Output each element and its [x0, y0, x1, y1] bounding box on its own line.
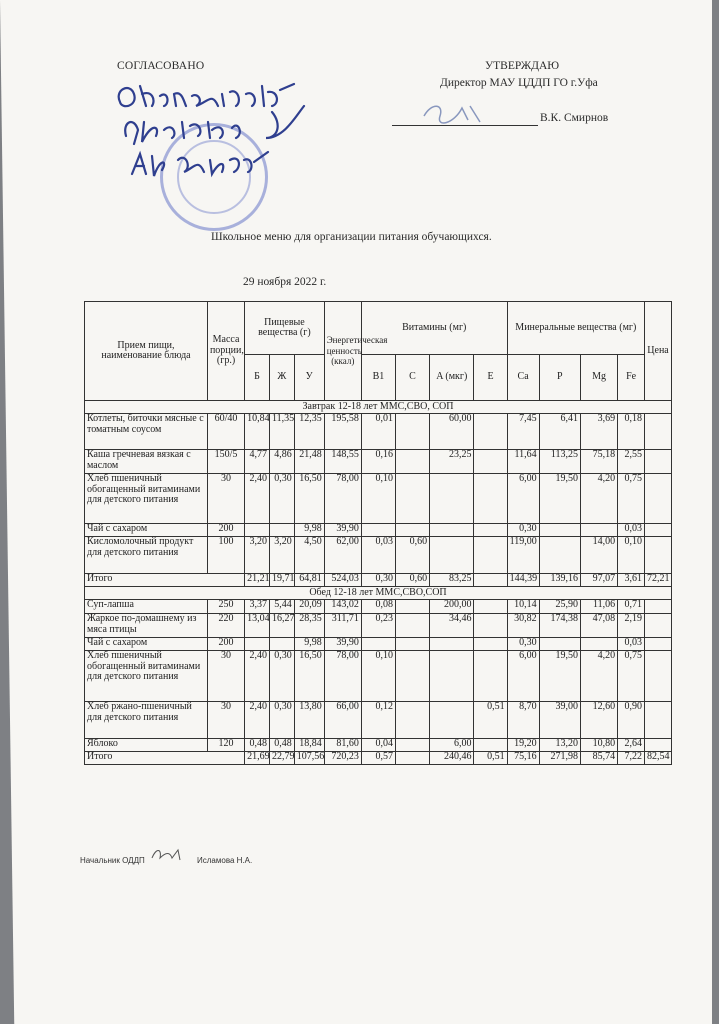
cell-u: 12,35: [294, 414, 324, 450]
cell-e: [474, 638, 507, 651]
cell-price: [645, 524, 672, 537]
dish-name: Хлеб ржано-пшеничный для детского питания: [85, 702, 208, 739]
cell-p: [539, 537, 580, 574]
cell-kcal: 78,00: [324, 474, 361, 524]
total-mg: 97,07: [580, 574, 617, 587]
cell-fe: 0,03: [618, 524, 645, 537]
cell-b: 3,37: [245, 600, 270, 614]
cell-price: [645, 614, 672, 638]
total-b1: 0,30: [361, 574, 395, 587]
cell-price: [645, 638, 672, 651]
cell-fe: 0,75: [618, 474, 645, 524]
total-ca: 144,39: [507, 574, 539, 587]
cell-a: 34,46: [430, 614, 474, 638]
cell-p: 39,00: [539, 702, 580, 739]
cell-mass: 60/40: [207, 414, 244, 450]
cell-e: [474, 614, 507, 638]
cell-a: 6,00: [430, 739, 474, 752]
cell-b: [245, 524, 270, 537]
cell-a: 200,00: [430, 600, 474, 614]
total-label: Итого: [85, 752, 245, 765]
total-e: [474, 574, 507, 587]
section-title: Обед 12-18 лет ММС,СВО,СОП: [85, 587, 672, 600]
section-row: [85, 401, 672, 414]
header-u: У: [294, 355, 324, 401]
cell-c: [395, 739, 429, 752]
cell-mg: 4,20: [580, 474, 617, 524]
table-row: [85, 450, 672, 474]
cell-fe: 2,55: [618, 450, 645, 474]
cell-zh: 11,35: [269, 414, 294, 450]
total-u: 64,81: [294, 574, 324, 587]
dish-name: Суп-лапша: [85, 600, 208, 614]
cell-b: 4,77: [245, 450, 270, 474]
cell-a: [430, 474, 474, 524]
table-row: [85, 651, 672, 702]
total-price: 72,21: [645, 574, 672, 587]
director-title: Директор МАУ ЦДДП ГО г.Уфа: [440, 77, 598, 89]
cell-mass: 250: [207, 600, 244, 614]
document-title: Школьное меню для организации питания обучающихся.: [211, 231, 492, 243]
cell-mass: 200: [207, 638, 244, 651]
cell-zh: [269, 524, 294, 537]
total-label: Итого: [85, 574, 245, 587]
cell-kcal: 78,00: [324, 651, 361, 702]
header-nutrients: Пищевые вещества (г): [245, 302, 325, 355]
cell-mg: 75,18: [580, 450, 617, 474]
cell-zh: 0,30: [269, 474, 294, 524]
cell-p: 113,25: [539, 450, 580, 474]
cell-zh: 4,86: [269, 450, 294, 474]
header-a: A (мкг): [430, 355, 474, 401]
cell-c: 0,60: [395, 537, 429, 574]
cell-c: [395, 600, 429, 614]
cell-b: 2,40: [245, 651, 270, 702]
header-p: P: [539, 355, 580, 401]
cell-ca: 10,14: [507, 600, 539, 614]
cell-b: 3,20: [245, 537, 270, 574]
table-body: [85, 401, 672, 765]
table-row: [85, 524, 672, 537]
cell-fe: 0,90: [618, 702, 645, 739]
cell-mg: 12,60: [580, 702, 617, 739]
cell-b1: 0,01: [361, 414, 395, 450]
cell-c: [395, 450, 429, 474]
total-kcal: 524,03: [324, 574, 361, 587]
dish-name: Жаркое по-домашнему из мяса птицы: [85, 614, 208, 638]
cell-p: 19,50: [539, 651, 580, 702]
approve-heading: УТВЕРЖДАЮ: [485, 60, 560, 72]
cell-price: [645, 474, 672, 524]
cell-price: [645, 450, 672, 474]
handwritten-approval: [112, 72, 322, 192]
total-zh: 22,79: [269, 752, 294, 765]
cell-zh: 0,48: [269, 739, 294, 752]
dish-name: Яблоко: [85, 739, 208, 752]
cell-fe: 0,18: [618, 414, 645, 450]
cell-u: 20,09: [294, 600, 324, 614]
table-row: [85, 739, 672, 752]
cell-mass: 220: [207, 614, 244, 638]
header-energy: Энергетическая ценность (ккал): [324, 302, 361, 401]
cell-b: 10,84: [245, 414, 270, 450]
total-b: 21,21: [245, 574, 270, 587]
cell-kcal: 195,58: [324, 414, 361, 450]
cell-c: [395, 474, 429, 524]
cell-a: 60,00: [430, 414, 474, 450]
table-row: [85, 638, 672, 651]
cell-zh: 0,30: [269, 702, 294, 739]
cell-u: 9,98: [294, 638, 324, 651]
cell-zh: 16,27: [269, 614, 294, 638]
total-a: 83,25: [430, 574, 474, 587]
cell-e: [474, 450, 507, 474]
cell-mg: 4,20: [580, 651, 617, 702]
table-row: [85, 702, 672, 739]
cell-b: 2,40: [245, 702, 270, 739]
header-ca: Ca: [507, 355, 539, 401]
cell-kcal: 311,71: [324, 614, 361, 638]
total-b: 21,69: [245, 752, 270, 765]
total-mg: 85,74: [580, 752, 617, 765]
cell-kcal: 143,02: [324, 600, 361, 614]
table-row: [85, 414, 672, 450]
header-zh: Ж: [269, 355, 294, 401]
cell-kcal: 39,90: [324, 524, 361, 537]
cell-mg: 11,06: [580, 600, 617, 614]
cell-b: 13,04: [245, 614, 270, 638]
cell-e: [474, 651, 507, 702]
cell-c: [395, 524, 429, 537]
footer-signature: [148, 846, 188, 864]
cell-mass: 30: [207, 702, 244, 739]
cell-zh: 3,20: [269, 537, 294, 574]
cell-mass: 200: [207, 524, 244, 537]
total-zh: 19,71: [269, 574, 294, 587]
cell-ca: 8,70: [507, 702, 539, 739]
dish-name: Котлеты, биточки мясные с томатным соусом: [85, 414, 208, 450]
cell-u: 16,50: [294, 651, 324, 702]
cell-mass: 30: [207, 651, 244, 702]
director-signature: [418, 98, 488, 128]
total-ca: 75,16: [507, 752, 539, 765]
table-row: [85, 474, 672, 524]
cell-e: [474, 474, 507, 524]
cell-mg: 10,80: [580, 739, 617, 752]
cell-b1: 0,23: [361, 614, 395, 638]
table-row: [85, 537, 672, 574]
cell-a: [430, 651, 474, 702]
total-kcal: 720,23: [324, 752, 361, 765]
dish-name: Хлеб пшеничный обогащенный витаминами для детского питания: [85, 474, 208, 524]
cell-price: [645, 600, 672, 614]
cell-u: 13,80: [294, 702, 324, 739]
cell-mg: [580, 638, 617, 651]
cell-b1: [361, 638, 395, 651]
cell-u: 28,35: [294, 614, 324, 638]
cell-mg: 47,08: [580, 614, 617, 638]
cell-a: 23,25: [430, 450, 474, 474]
total-row: [85, 752, 672, 765]
footer-name: Исламова Н.А.: [197, 856, 253, 865]
cell-c: [395, 614, 429, 638]
cell-p: 19,50: [539, 474, 580, 524]
cell-a: [430, 537, 474, 574]
total-c: [395, 752, 429, 765]
header-b1: B1: [361, 355, 395, 401]
total-e: 0,51: [474, 752, 507, 765]
header-mg: Mg: [580, 355, 617, 401]
cell-kcal: 66,00: [324, 702, 361, 739]
cell-e: [474, 739, 507, 752]
footer-role: Начальник ОДДП: [80, 856, 145, 865]
cell-p: 174,38: [539, 614, 580, 638]
cell-ca: 0,30: [507, 638, 539, 651]
cell-p: [539, 638, 580, 651]
cell-b1: 0,12: [361, 702, 395, 739]
director-name: В.К. Смирнов: [540, 112, 609, 124]
cell-kcal: 148,55: [324, 450, 361, 474]
section-row: [85, 587, 672, 600]
total-u: 107,56: [294, 752, 324, 765]
cell-b: [245, 638, 270, 651]
cell-e: 0,51: [474, 702, 507, 739]
header-price: Цена: [645, 302, 672, 401]
cell-ca: 7,45: [507, 414, 539, 450]
cell-ca: 11,64: [507, 450, 539, 474]
cell-b1: 0,10: [361, 651, 395, 702]
cell-fe: 0,71: [618, 600, 645, 614]
cell-a: [430, 638, 474, 651]
cell-e: [474, 524, 507, 537]
total-p: 139,16: [539, 574, 580, 587]
cell-b: 2,40: [245, 474, 270, 524]
cell-c: [395, 414, 429, 450]
dish-name: Чай с сахаром: [85, 638, 208, 651]
total-b1: 0,57: [361, 752, 395, 765]
cell-mass: 120: [207, 739, 244, 752]
table-row: [85, 600, 672, 614]
dish-name: Хлеб пшеничный обогащенный витаминами для детского питания: [85, 651, 208, 702]
table-header: [85, 302, 672, 401]
document-date: 29 ноября 2022 г.: [243, 276, 327, 288]
cell-fe: 0,03: [618, 638, 645, 651]
cell-u: 4,50: [294, 537, 324, 574]
cell-b1: 0,03: [361, 537, 395, 574]
cell-mass: 30: [207, 474, 244, 524]
header-mass: Масса порции, (гр.): [207, 302, 244, 401]
cell-b1: 0,16: [361, 450, 395, 474]
header-meal: Прием пищи, наименование блюда: [85, 302, 208, 401]
total-fe: 7,22: [618, 752, 645, 765]
cell-b: 0,48: [245, 739, 270, 752]
cell-u: 21,48: [294, 450, 324, 474]
dish-name: Чай с сахаром: [85, 524, 208, 537]
cell-price: [645, 702, 672, 739]
cell-a: [430, 702, 474, 739]
dish-name: Кисломолочный продукт для детского питания: [85, 537, 208, 574]
section-title: Завтрак 12-18 лет ММС,СВО, СОП: [85, 401, 672, 414]
cell-ca: 6,00: [507, 651, 539, 702]
cell-e: [474, 537, 507, 574]
cell-u: 18,84: [294, 739, 324, 752]
cell-kcal: 39,90: [324, 638, 361, 651]
cell-ca: 19,20: [507, 739, 539, 752]
total-price: 82,54: [645, 752, 672, 765]
cell-ca: 0,30: [507, 524, 539, 537]
cell-e: [474, 414, 507, 450]
header-e: E: [474, 355, 507, 401]
cell-c: [395, 638, 429, 651]
cell-u: 9,98: [294, 524, 324, 537]
header-c: C: [395, 355, 429, 401]
cell-price: [645, 414, 672, 450]
cell-fe: 0,10: [618, 537, 645, 574]
cell-a: [430, 524, 474, 537]
cell-e: [474, 600, 507, 614]
cell-price: [645, 537, 672, 574]
header-minerals: Минеральные вещества (мг): [507, 302, 644, 355]
cell-ca: 6,00: [507, 474, 539, 524]
cell-fe: 2,64: [618, 739, 645, 752]
table-row: [85, 614, 672, 638]
cell-zh: 0,30: [269, 651, 294, 702]
cell-kcal: 81,60: [324, 739, 361, 752]
cell-b1: [361, 524, 395, 537]
cell-price: [645, 739, 672, 752]
total-c: 0,60: [395, 574, 429, 587]
cell-ca: 119,00: [507, 537, 539, 574]
cell-mass: 150/5: [207, 450, 244, 474]
header-fe: Fe: [618, 355, 645, 401]
total-a: 240,46: [430, 752, 474, 765]
agreed-heading: СОГЛАСОВАНО: [117, 60, 205, 72]
cell-c: [395, 702, 429, 739]
cell-mg: [580, 524, 617, 537]
cell-mg: 3,69: [580, 414, 617, 450]
cell-fe: 2,19: [618, 614, 645, 638]
header-b: Б: [245, 355, 270, 401]
cell-kcal: 62,00: [324, 537, 361, 574]
cell-b1: 0,08: [361, 600, 395, 614]
cell-b1: 0,10: [361, 474, 395, 524]
cell-p: 6,41: [539, 414, 580, 450]
cell-ca: 30,82: [507, 614, 539, 638]
total-row: [85, 574, 672, 587]
cell-b1: 0,04: [361, 739, 395, 752]
cell-mass: 100: [207, 537, 244, 574]
dish-name: Каша гречневая вязкая с маслом: [85, 450, 208, 474]
cell-zh: [269, 638, 294, 651]
cell-u: 16,50: [294, 474, 324, 524]
total-fe: 3,61: [618, 574, 645, 587]
cell-p: 25,90: [539, 600, 580, 614]
cell-p: 13,20: [539, 739, 580, 752]
cell-p: [539, 524, 580, 537]
menu-table: [84, 301, 672, 765]
cell-c: [395, 651, 429, 702]
header-vitamins: Витамины (мг): [361, 302, 507, 355]
cell-fe: 0,75: [618, 651, 645, 702]
cell-price: [645, 651, 672, 702]
total-p: 271,98: [539, 752, 580, 765]
cell-mg: 14,00: [580, 537, 617, 574]
cell-zh: 5,44: [269, 600, 294, 614]
